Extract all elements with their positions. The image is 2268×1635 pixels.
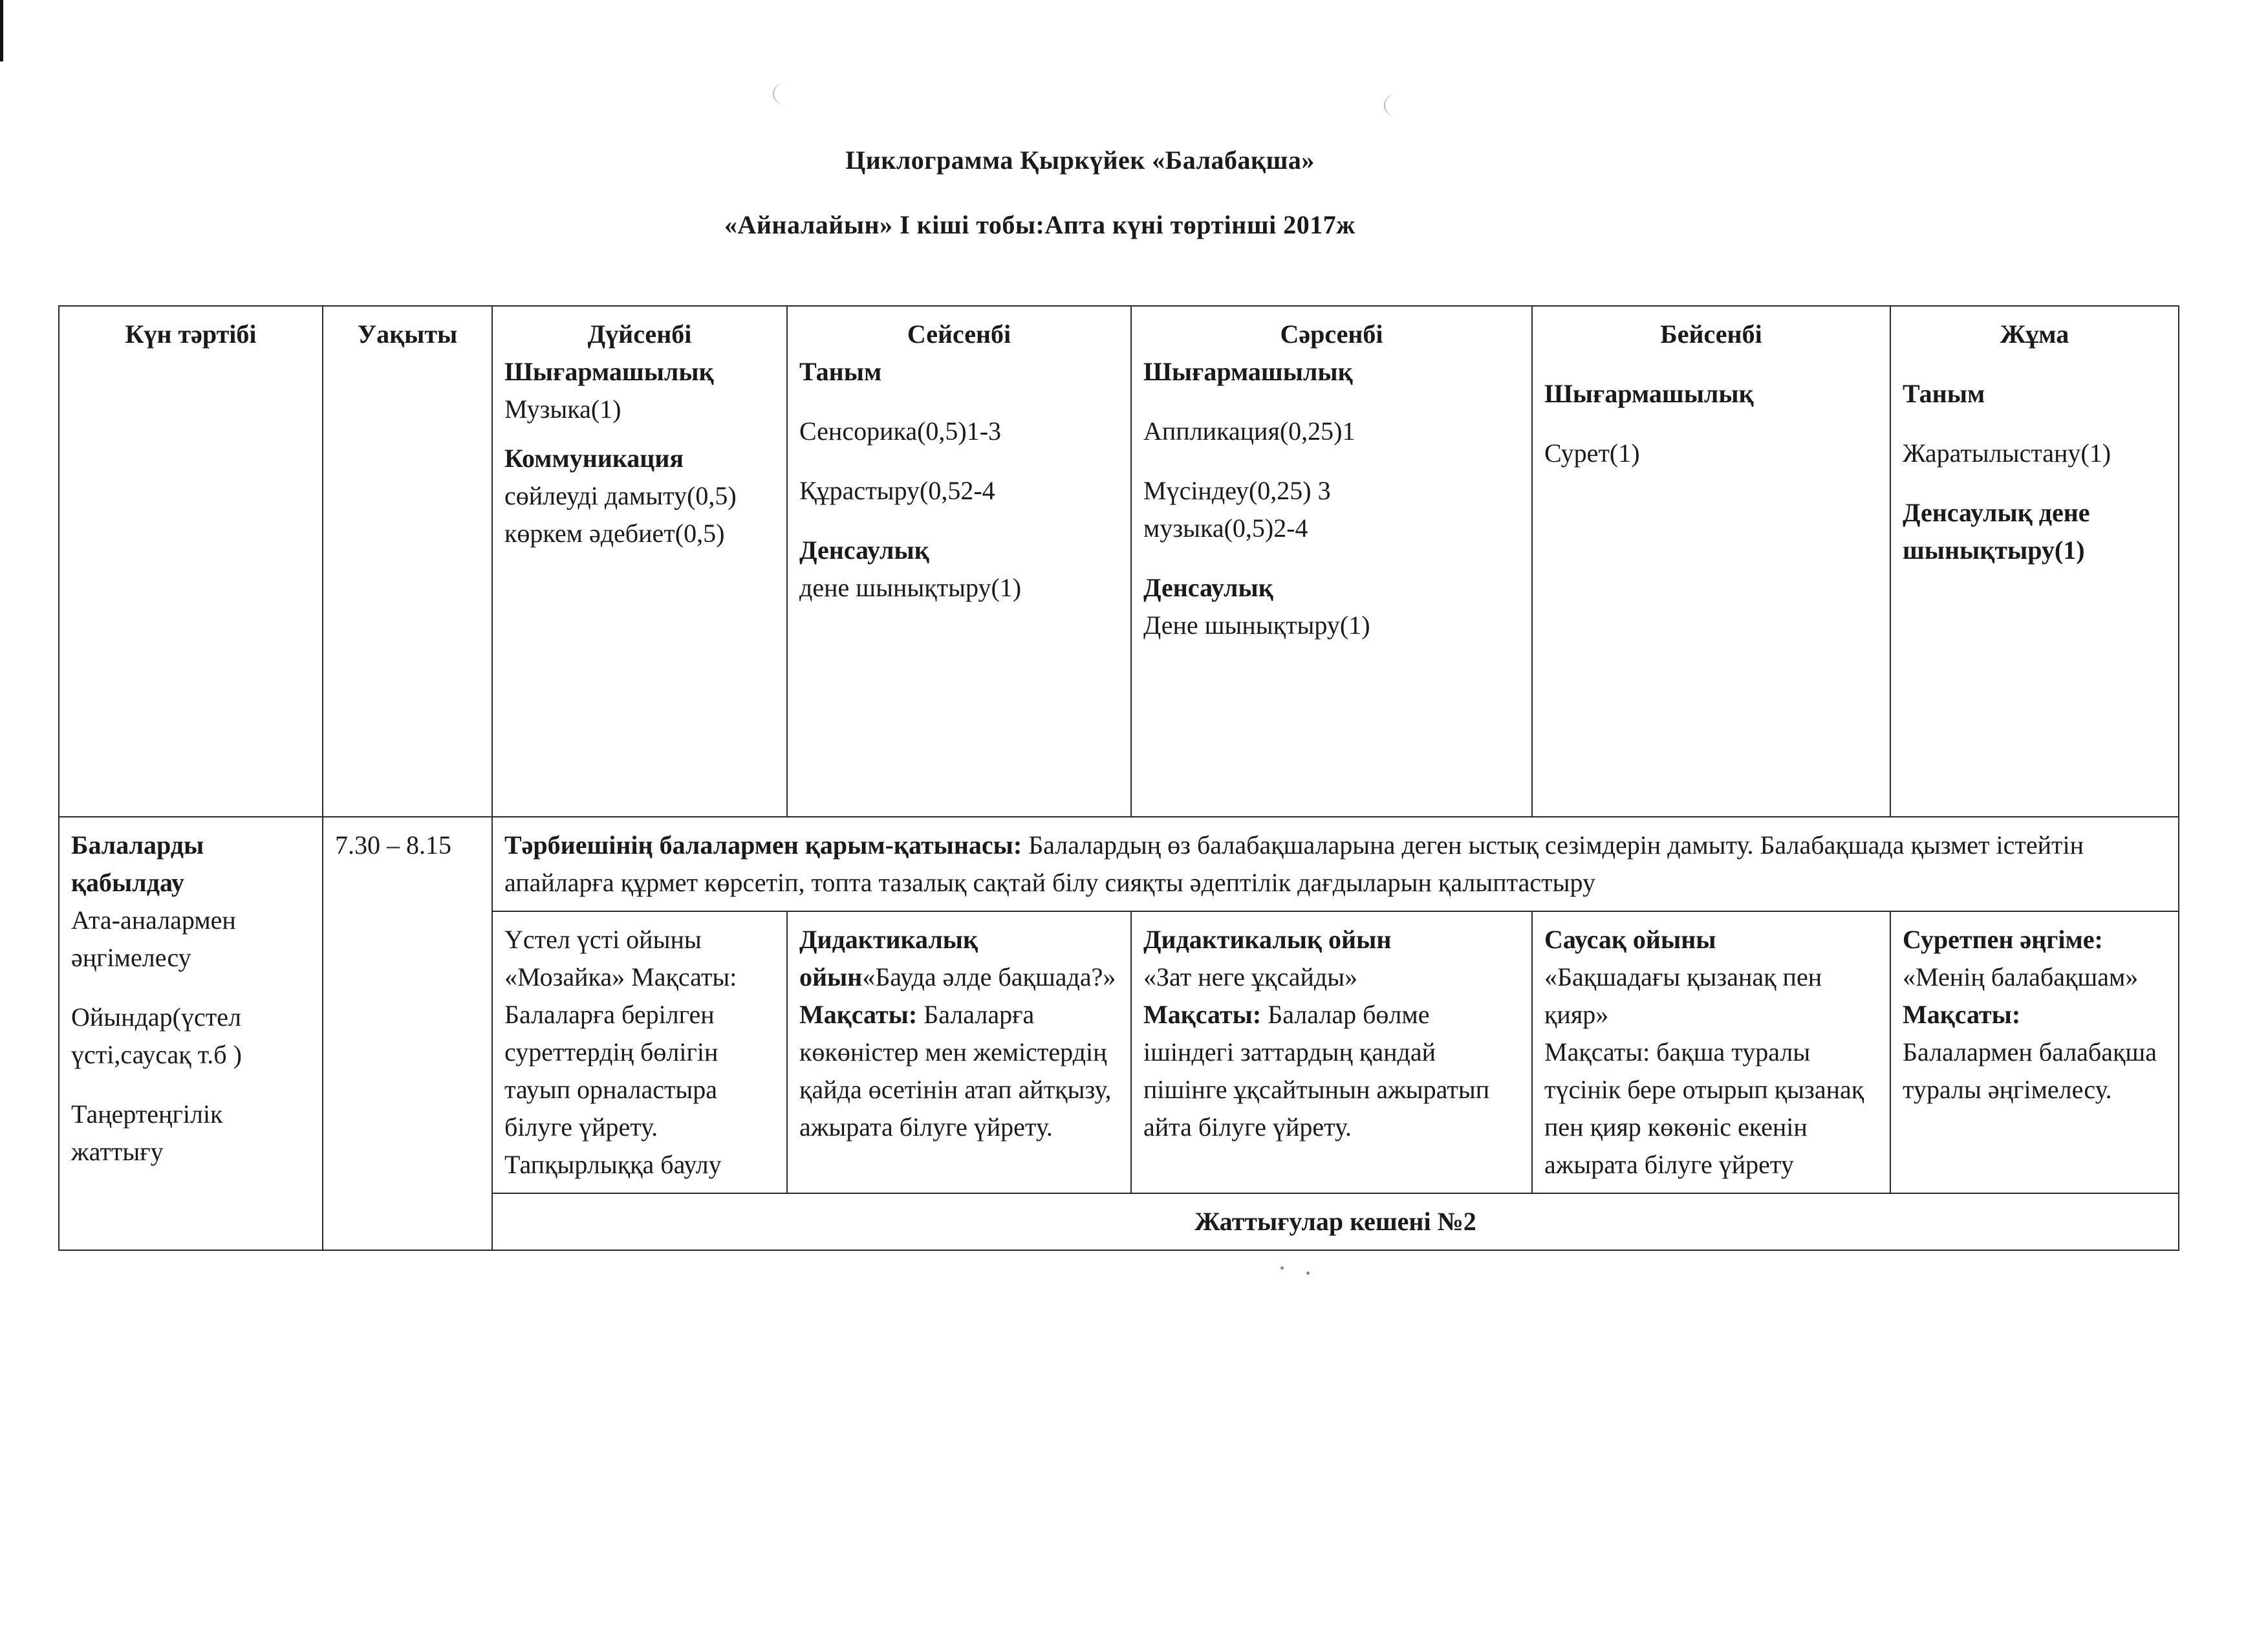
scan-speck xyxy=(1306,1272,1310,1275)
activity-title: «Бақшадағы қызанақ пен қияр» xyxy=(1544,962,1822,1029)
scan-mark xyxy=(1384,94,1407,116)
topic: Жаратылыстану(1) xyxy=(1903,439,2111,468)
day-friday xyxy=(1890,306,2179,817)
goal-label: Мақсаты: xyxy=(1903,1000,2021,1029)
communication-cell xyxy=(492,817,2179,911)
area-label: Денсаулық xyxy=(1143,573,1273,602)
topic: дене шынықтыру(1) xyxy=(799,573,1022,602)
area-label: Шығармашылық xyxy=(504,357,714,386)
reception-item: Ата-аналармен әңгімелесу xyxy=(71,905,236,972)
area-label: Денсаулық xyxy=(799,536,929,565)
exercise-cell: Жаттығулар кешені №2 xyxy=(492,1193,2179,1250)
activity-type: Дидактикалық ойын xyxy=(1143,925,1392,954)
page-subtitle: «Айналайын» І кіші тобы:Апта күні төртінші 2017ж xyxy=(724,210,1355,239)
activity-cell xyxy=(1532,911,1890,1193)
activity-cell xyxy=(787,911,1131,1193)
topic: Аппликация(0,25)1 xyxy=(1143,417,1355,446)
area-label: Шығармашылық xyxy=(1544,379,1754,408)
header-row xyxy=(59,306,2179,817)
topic: Сенсорика(0,5)1-3 xyxy=(799,417,1002,446)
day-tuesday xyxy=(787,306,1131,817)
reception-time: 7.30 – 8.15 xyxy=(323,817,492,1250)
topic: көркем әдебиет(0,5) xyxy=(504,519,725,548)
day-name: Сәрсенбі xyxy=(1280,319,1383,349)
day-monday xyxy=(492,306,787,817)
area-label: Коммуникация xyxy=(504,444,684,473)
schedule-table xyxy=(58,305,2179,1251)
activity-type: Суретпен әңгіме: xyxy=(1903,925,2103,954)
reception-cell xyxy=(59,817,323,1250)
activity-title: Үстел үсті ойыны «Мозайка» xyxy=(504,925,702,991)
day-name: Жұма xyxy=(2000,319,2069,349)
activity-type: Дидактикалық ойын xyxy=(799,925,978,991)
area-label: Шығармашылық xyxy=(1143,357,1353,386)
goal-label: Мақсаты: xyxy=(1143,1000,1262,1029)
activity-cell xyxy=(492,911,787,1193)
scan-mark xyxy=(773,83,796,105)
communication-label: Тәрбиешінің балалармен қарым-қатынасы: xyxy=(504,830,1022,860)
topic: Мүсіндеу(0,25) 3 xyxy=(1143,476,1331,505)
reception-row xyxy=(59,817,2179,911)
topic: Музыка(1) xyxy=(504,395,621,424)
col-time: Уақыты xyxy=(323,306,492,817)
day-name: Дүйсенбі xyxy=(587,319,692,349)
topic: Құрастыру(0,52-4 xyxy=(799,476,995,505)
topic: Дене шынықтыру(1) xyxy=(1143,611,1370,640)
reception-item: Таңертеңгілік жаттығу xyxy=(71,1099,223,1166)
day-wednesday xyxy=(1131,306,1532,817)
activity-goal: Балалар бөлме ішіндегі заттардың қандай пішінге ұқсайтынын ажыратып айта білуге үйрету. xyxy=(1143,1000,1490,1142)
communication-text: Балалардың өз балабақшаларына деген ыстық сезімдерін дамыту. Балабақшада қызмет істейтін апайларға құрмет көрсетіп, топта тазалық сақтай білу сияқты әдептілік дағдыларын қалыптастыру xyxy=(504,830,2084,897)
day-name: Сейсенбі xyxy=(907,319,1011,349)
activity-goal: Балалармен балабақша туралы әңгімелесу. xyxy=(1903,1037,2157,1104)
activity-goal: Мақсаты: Балаларға берілген суреттердің бөлігін тауып орналастыра білуге үйрету. Тапқырлыққа баулу xyxy=(504,962,737,1179)
goal-label: Мақсаты: xyxy=(799,1000,918,1029)
day-name: Бейсенбі xyxy=(1660,319,1762,349)
activity-title: «Бауда әлде бақшада?» xyxy=(862,962,1116,991)
reception-title: Балаларды қабылдау xyxy=(71,830,204,897)
area-label: Таным xyxy=(1903,379,1985,408)
day-thursday xyxy=(1532,306,1890,817)
activity-title: «Зат неге ұқсайды» xyxy=(1143,962,1358,991)
activity-cell xyxy=(1890,911,2179,1193)
topic: Сурет(1) xyxy=(1544,439,1640,468)
scan-edge xyxy=(0,0,3,61)
scan-speck xyxy=(1280,1266,1284,1270)
area-label: Таным xyxy=(799,357,882,386)
page-title: Циклограмма Қыркүйек «Балабақша» xyxy=(845,146,1315,175)
col-schedule: Күн тәртібі xyxy=(59,306,323,817)
topic: сөйлеуді дамыту(0,5) xyxy=(504,481,737,510)
activity-goal: Балаларға көкөністер мен жемістердің қайда өсетінін атап айтқызу, ажырата білуге үйрету. xyxy=(799,1000,1112,1142)
activity-goal: Мақсаты: бақша туралы түсінік бере отырып қызанақ пен қияр көкөніс екенін ажырата білуге үйрету xyxy=(1544,1037,1864,1179)
topic: музыка(0,5)2-4 xyxy=(1143,514,1308,543)
activity-title: «Менің балабақшам» xyxy=(1903,962,2139,991)
activity-cell xyxy=(1131,911,1532,1193)
area-label: Денсаулық дене шынықтыру(1) xyxy=(1903,498,2090,565)
activity-type: Саусақ ойыны xyxy=(1544,925,1716,954)
reception-item: Ойындар(үстел үсті,саусақ т.б ) xyxy=(71,1002,242,1069)
